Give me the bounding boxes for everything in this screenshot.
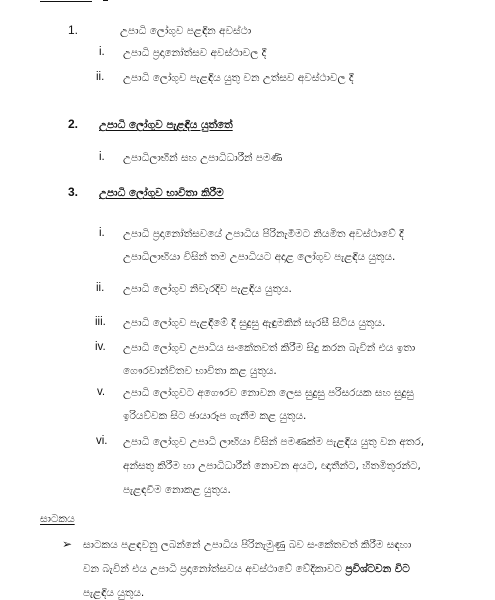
section-3-item-6-line-2: අන්සතු කිරීම හා උපාධිධාරීන් නොවන අයට, ඥාතීන්ට, හිතමිතුරන්ට, bbox=[123, 460, 421, 472]
section-1-item-1-text: උපාධි ප්‍රදානෝත්සව අවස්ථාවල දී bbox=[123, 47, 267, 59]
section-3-item-5-line-1: උපාධි ලෝගුවට අගෞරව නොවන ලෙස සුදුසු පරිසරයක සහ සුදුසු bbox=[123, 387, 414, 399]
section-3-item-4-numeral: iv. bbox=[95, 341, 106, 353]
section-3-item-4-line-2: ගෞරවාන්විතව භාවිතා කළ යුතුය. bbox=[123, 365, 277, 377]
section-3-item-2-line-1: උපාධි ලෝගුව නිවැරදිව පැළඳිය යුතුය. bbox=[123, 283, 292, 295]
satakaya-title: සාටකය bbox=[40, 513, 75, 525]
section-3-item-1-numeral: i. bbox=[99, 227, 105, 239]
section-1-title: උපාධි ලෝගුව පළඳින අවස්ථා bbox=[120, 25, 252, 37]
section-3-title: උපාධි ලෝගුව භාවිතා කිරීම bbox=[99, 187, 224, 199]
section-1-item-2-text: උපාධි ලෝගුව පැළඳිය යුතු වන උත්සව අවස්ථාවල දී bbox=[123, 72, 354, 84]
satakaya-line-2-bold: ප්‍රවිශ්ටවන විට bbox=[345, 563, 410, 575]
satakaya-line-3: පැළඳිය යුතුය. bbox=[83, 587, 145, 599]
section-3-item-5-line-2: ඉරියව්වක සිට ඡායාරූප ගැනීම කළ යුතුය. bbox=[123, 410, 307, 422]
section-3-item-6-line-1: උපාධි ලෝගුව උපාධි ලාභියා විසින් පමණක්ම පැළඳිය යුතු වන අතර, bbox=[123, 436, 425, 448]
section-3-item-3-numeral: iii. bbox=[95, 316, 106, 328]
section-3-item-4-line-1: උපාධි ලෝගුව උපාධිය සංකේතවත් කිරීම සිදු කරන බැවින් එය ඉතා bbox=[123, 342, 416, 354]
section-3-item-5-numeral: v. bbox=[97, 386, 106, 398]
section-3-item-2-numeral: ii. bbox=[96, 282, 105, 294]
section-3-item-1-line-2: උපාධිලාභියා විසින් තම උපාධියට අදාළ ලෝගුව පැළඳිය යුතුය. bbox=[123, 251, 396, 263]
satakaya-line-2 bbox=[83, 562, 410, 576]
section-1-item-1-numeral: i. bbox=[99, 46, 105, 58]
section-2-item-1-numeral: i. bbox=[99, 151, 105, 163]
section-1-item-2-numeral: ii. bbox=[96, 71, 105, 83]
section-2-number: 2. bbox=[68, 117, 79, 131]
section-3-item-6-line-3: පැළඳවීම නොකළ යුතුය. bbox=[123, 484, 231, 496]
top-rule bbox=[40, 1, 92, 2]
top-rule-fragment bbox=[103, 0, 108, 5]
section-3-number: 3. bbox=[68, 185, 79, 199]
section-2-title: උපාධි ලෝගුව පැළඳිය යුත්තේ bbox=[99, 119, 233, 131]
satakaya-line-1: සාටකය පළඳවනු ලබන්නේ උපාධිය පිරිනැමුණු බව සංකේතවත් කිරීම සඳහා bbox=[83, 539, 412, 551]
satakaya-line-2-text: වන බැවින් එය උපාධි ප්‍රදානෝත්සවය අවස්ථාවේ වේදිකාවට bbox=[83, 563, 346, 575]
section-3-item-6-numeral: vi. bbox=[96, 435, 108, 447]
section-2-item-1-text: උපාධිලාභීන් සහ උපාධිධාරීන් පමණි bbox=[123, 152, 283, 164]
section-1-number: 1. bbox=[68, 23, 79, 37]
section-3-item-1-line-1: උපාධි ප්‍රදානෝත්සවයේ උපාධිය පිරිනැමීමට නියමිත අවස්ථාවේ දී bbox=[123, 228, 404, 240]
section-3-item-3-line-1: උපාධි ලෝගුව පැළඳීමේ දී සුදුසු ඇඳුමකින් සැරසී සිටිය යුතුය. bbox=[123, 317, 386, 329]
bullet-arrow-icon: ➢ bbox=[62, 537, 73, 551]
